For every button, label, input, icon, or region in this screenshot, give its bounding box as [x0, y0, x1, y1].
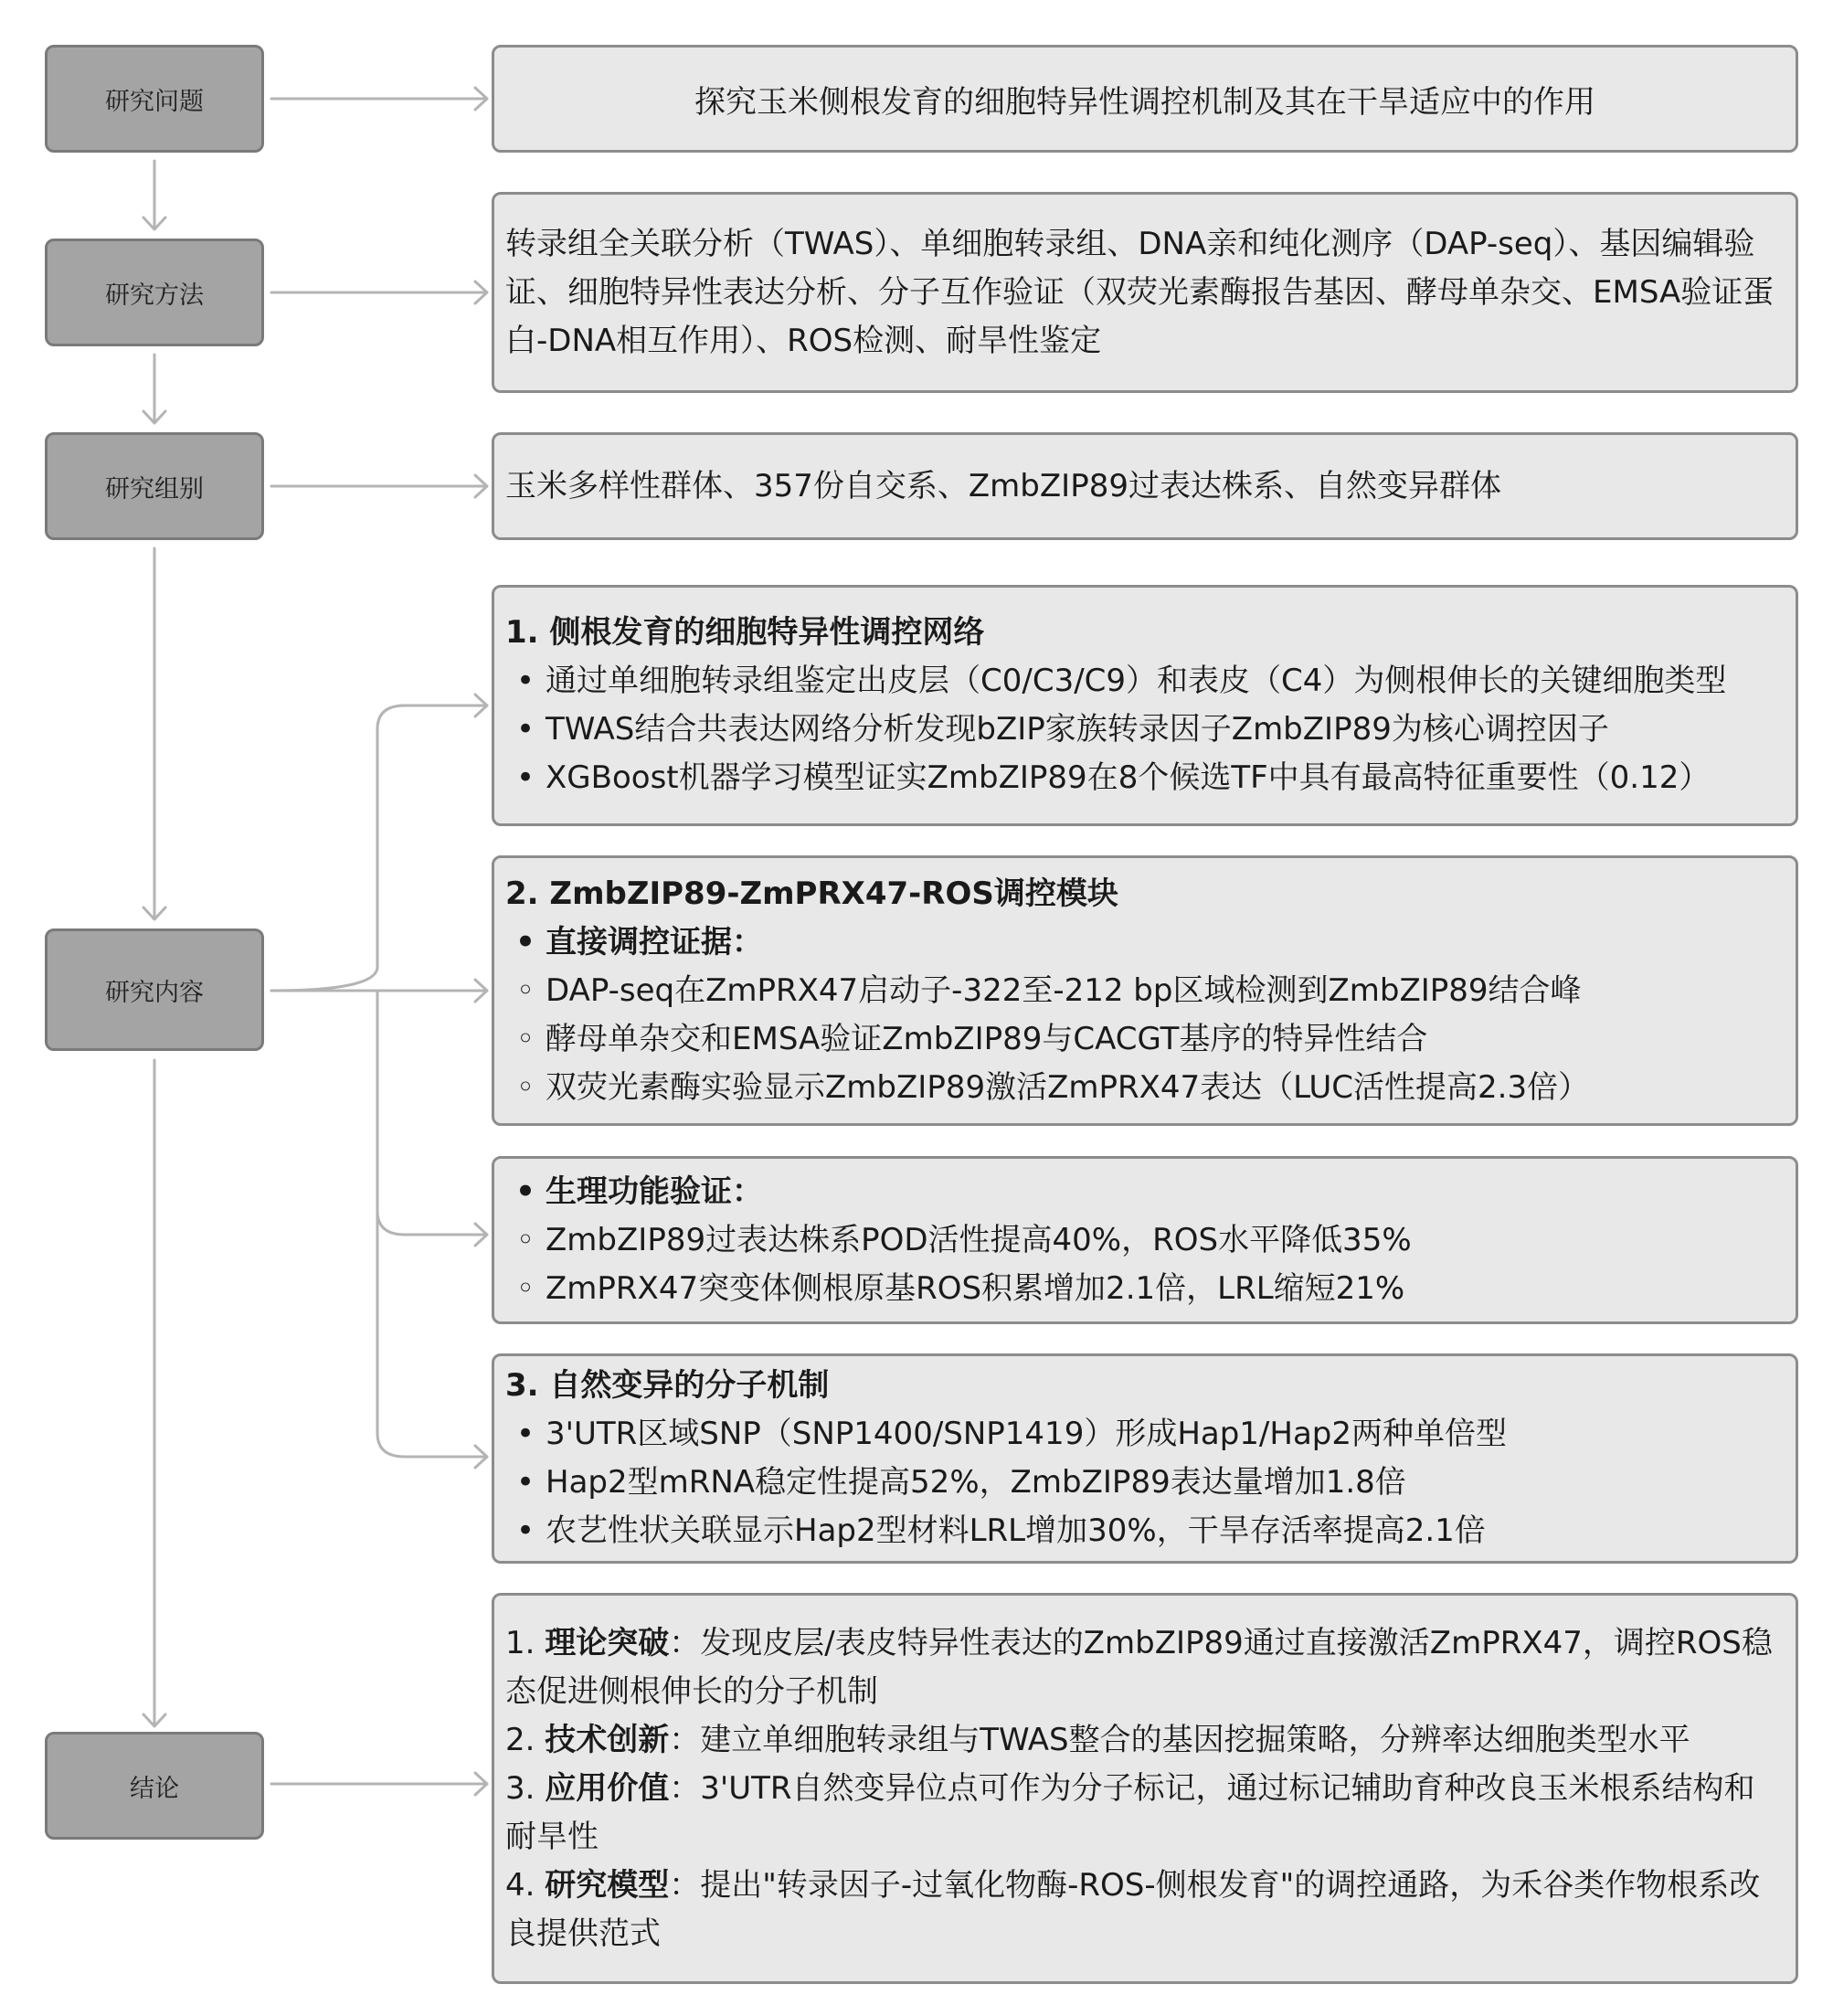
content-box-3 [492, 1156, 1798, 1324]
list-item: • 农艺性状关联显示Hap2型材料LRL增加30%，干旱存活率提高2.1倍 [515, 1512, 1486, 1549]
content-box-1-title: 1. 侧根发育的细胞特异性调控网络 [505, 614, 985, 651]
content-box-2 [492, 855, 1798, 1126]
content-box-2-title: 2. ZmbZIP89-ZmPRX47-ROS调控模块 [505, 875, 1118, 912]
list-item: • XGBoost机器学习模型证实ZmbZIP89在8个候选TF中具有最高特征重要性（0.12） [515, 759, 1711, 796]
label-research-methods: 研究方法 [45, 239, 264, 346]
list-item: ◦ ZmbZIP89过表达株系POD活性提高40%，ROS水平降低35% [515, 1221, 1412, 1258]
conclusion-item: 4. 研究模型：提出"转录因子-过氧化物酶-ROS-侧根发育"的调控通路，为禾谷类作物根系改良提供范式 [505, 1866, 1761, 1952]
methods-text: 转录组全关联分析（TWAS）、单细胞转录组、DNA亲和纯化测序（DAP-seq）、基因编辑验证、细胞特异性表达分析、分子互作验证（双荧光素酶报告基因、酵母单杂交、EMSA验证蛋白-DNA相互作用）、ROS检测、耐旱性鉴定 [505, 225, 1775, 359]
content-box-4 [492, 1353, 1798, 1564]
list-item: • Hap2型mRNA稳定性提高52%，ZmbZIP89表达量增加1.8倍 [515, 1464, 1406, 1501]
content-box-1 [492, 585, 1798, 826]
question-box [492, 45, 1798, 153]
label-research-content: 研究内容 [45, 928, 264, 1051]
list-item: ◦ DAP-seq在ZmPRX47启动子-322至-212 bp区域检测到ZmbZIP89结合峰 [515, 971, 1582, 1009]
content-box-3-subtitle: • 生理功能验证： [515, 1172, 763, 1210]
question-text: 探究玉米侧根发育的细胞特异性调控机制及其在干旱适应中的作用 [694, 83, 1595, 121]
content-box-4-title: 3. 自然变异的分子机制 [505, 1367, 830, 1404]
groups-box [492, 432, 1798, 540]
list-item: ◦ ZmPRX47突变体侧根原基ROS积累增加2.1倍，LRL缩短21% [515, 1269, 1405, 1307]
methods-box [492, 192, 1798, 393]
label-research-question: 研究问题 [45, 45, 264, 153]
list-item: • 3'UTR区域SNP（SNP1400/SNP1419）形成Hap1/Hap2两种单倍型 [515, 1416, 1508, 1452]
list-item: • TWAS结合共表达网络分析发现bZIP家族转录因子ZmbZIP89为核心调控因子 [515, 711, 1609, 748]
list-item: • 通过单细胞转录组鉴定出皮层（C0/C3/C9）和表皮（C4）为侧根伸长的关键细胞类型 [515, 663, 1727, 699]
conclusion-item: 1. 理论突破：发现皮层/表皮特异性表达的ZmbZIP89通过直接激活ZmPRX47，调控ROS稳态促进侧根伸长的分子机制 [505, 1624, 1773, 1710]
list-item: ◦ 酵母单杂交和EMSA验证ZmbZIP89与CACGT基序的特异性结合 [515, 1020, 1428, 1057]
conclusion-item: 3. 应用价值：3'UTR自然变异位点可作为分子标记，通过标记辅助育种改良玉米根系结构和耐旱性 [505, 1769, 1755, 1855]
list-item: ◦ 双荧光素酶实验显示ZmbZIP89激活ZmPRX47表达（LUC活性提高2.3倍） [515, 1068, 1590, 1106]
label-research-groups: 研究组别 [45, 432, 264, 540]
groups-text: 玉米多样性群体、357份自交系、ZmbZIP89过表达株系、自然变异群体 [505, 467, 1501, 504]
label-conclusion: 结论 [45, 1732, 264, 1840]
content-box-2-subtitle: • 直接调控证据： [515, 923, 763, 960]
conclusion-item: 2. 技术创新：建立单细胞转录组与TWAS整合的基因挖掘策略，分辨率达细胞类型水平 [505, 1721, 1690, 1758]
conclusion-box [492, 1593, 1798, 1984]
